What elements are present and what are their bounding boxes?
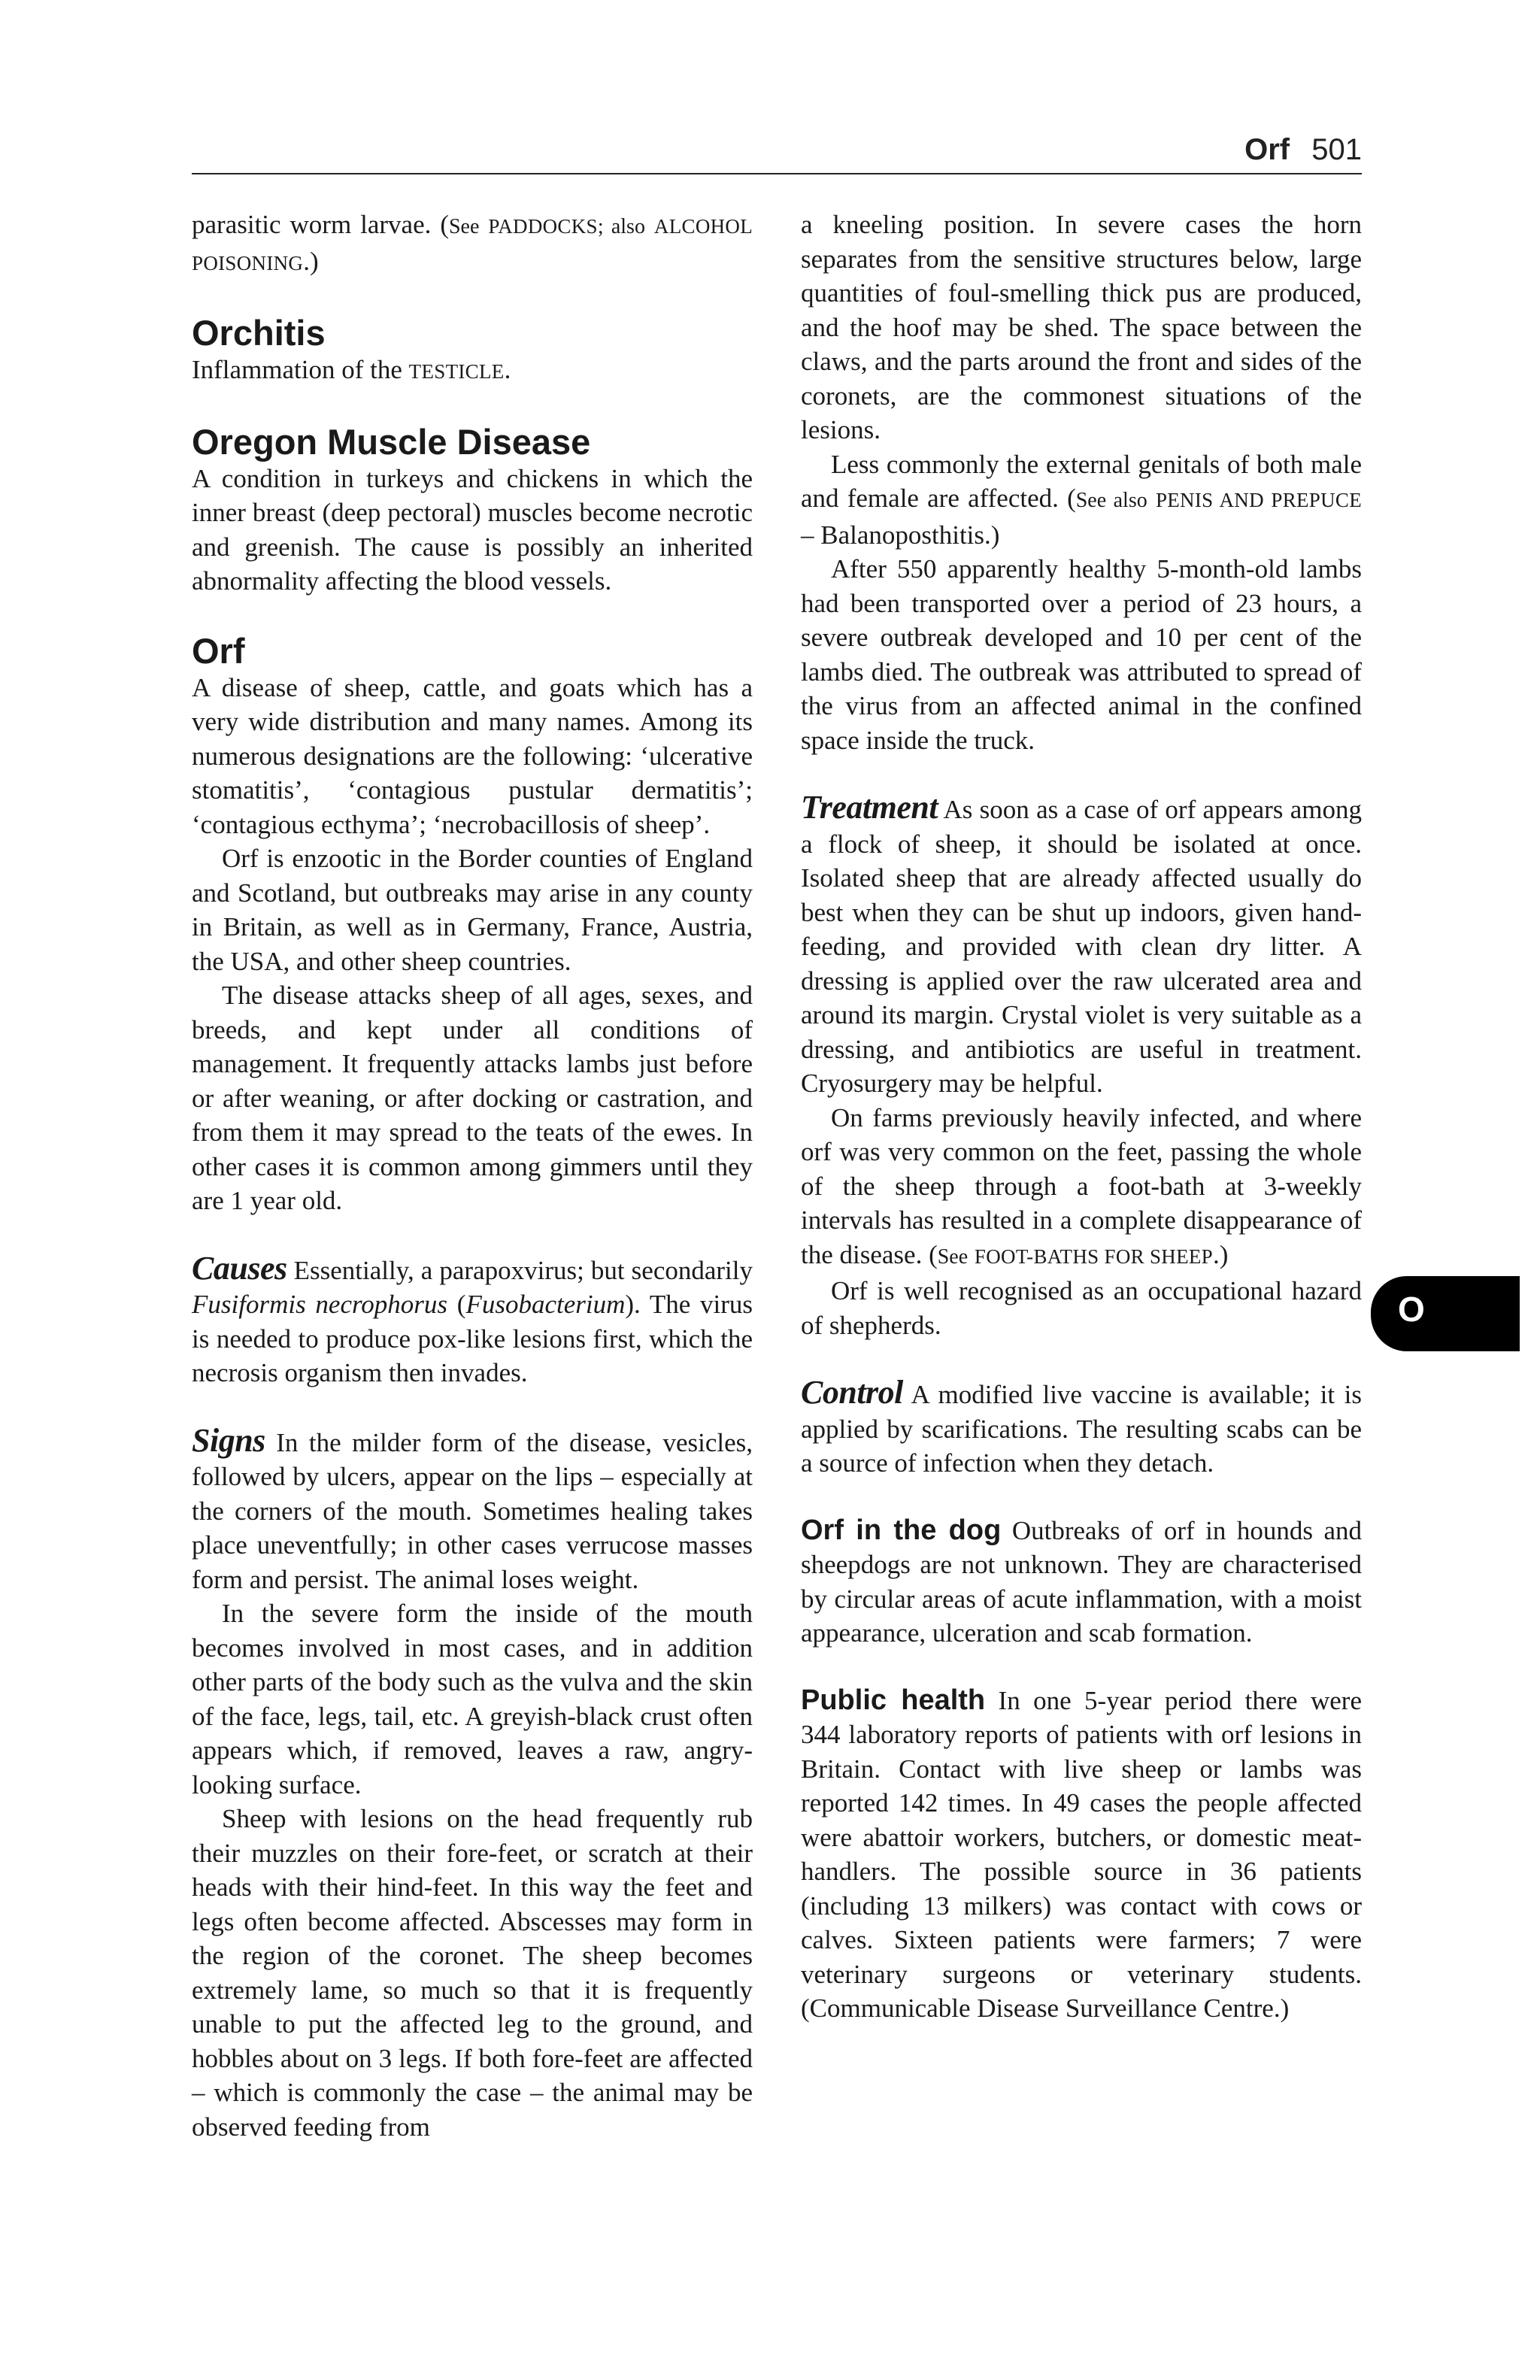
subheading-signs: Signs xyxy=(192,1421,265,1459)
treatment-paragraph xyxy=(801,1101,1362,1275)
subheading-orf-in-the-dog: Orf in the dog xyxy=(801,1514,1002,1546)
entry-title-oregon-muscle-disease: Oregon Muscle Disease xyxy=(192,421,591,462)
text-run: ( xyxy=(447,1290,466,1319)
species-name: Fusiformis necrophorus xyxy=(192,1290,448,1319)
running-head xyxy=(1244,133,1362,167)
text-run: .) xyxy=(303,246,319,276)
text-run: .) xyxy=(1213,1239,1229,1269)
page-number: 501 xyxy=(1311,133,1362,166)
continued-paragraph xyxy=(192,208,753,280)
signs-paragraph: Sheep with lesions on the head frequently rub their muzzles on their fore-feet, or scratch at their heads with their hind-feet. In this way the feet and legs often become affected. Abscesses may form in the region of the coronet. The sheep becomes extremely lame, so much so that it is frequently unable to put the affected leg to the ground, and hobbles about on 3 legs. If both fore-feet are affected – which is commonly the case – the animal may be observed feeding from xyxy=(192,1804,753,2142)
left-column xyxy=(192,208,753,2144)
orchitis-definition xyxy=(192,353,753,390)
page-header xyxy=(192,123,1362,174)
text-run: On farms previously heavily infected, and where orf was very common on the feet, passing the whole of the sheep through a foot-bath at 3-weekly intervals has resulted in a complete disappearance of the disease. ( xyxy=(801,1102,1362,1269)
subheading-causes: Causes xyxy=(192,1249,287,1287)
text-run: – Balanoposthitis.) xyxy=(801,520,1000,550)
genus-name: Fusobacterium xyxy=(465,1290,626,1319)
text-run: . xyxy=(504,355,511,384)
subheading-treatment: Treatment xyxy=(801,789,938,826)
signs-continued-paragraph: a kneeling position. In severe cases the horn separates from the sensitive structures below, large quantities of foul-smelling thick pus are produced, and the hoof may be shed. The space between the claws, and the parts around the front and sides of the coronets, are the commonest situations of the lesions. xyxy=(801,210,1362,444)
entry-title-orchitis: Orchitis xyxy=(192,313,326,353)
cross-reference-penis-and-prepuce: PENIS AND PREPUCE xyxy=(1155,489,1363,511)
text-run: Essentially, a parapoxvirus; but secondarily xyxy=(286,1255,753,1285)
treatment-paragraph xyxy=(801,790,1362,1101)
control-paragraph xyxy=(801,1375,1362,1481)
public-health-paragraph xyxy=(801,1684,1362,2026)
right-column xyxy=(801,208,1362,2026)
cross-reference-alcohol-poisoning: ALCOHOL POISONING xyxy=(192,215,753,274)
see-label: See xyxy=(448,215,480,238)
orf-paragraph: Orf is enzootic in the Border counties of England and Scotland, but outbreaks may arise in any county in Britain, as well as in Germany, France, Austria, the USA, and other sheep countries. xyxy=(192,844,753,976)
text-run: ; also xyxy=(597,215,645,238)
running-head-title: Orf xyxy=(1244,133,1290,166)
entry-title-orf: Orf xyxy=(192,630,245,671)
subheading-public-health: Public health xyxy=(801,1684,986,1716)
text-run: Inflammation of the xyxy=(192,355,402,384)
cross-reference-foot-baths-for-sheep: FOOT-BATHS FOR SHEEP xyxy=(974,1245,1214,1268)
see-label: See xyxy=(937,1245,969,1269)
orf-paragraph: The disease attacks sheep of all ages, sexes, and breeds, and kept under all conditions of management. It frequently attacks lambs just before or after weaning, or after docking or castration, and from them it may spread to the teats of the ewes. In other cases it is common among gimmers until they are 1 year old. xyxy=(192,981,753,1215)
subheading-control: Control xyxy=(801,1374,903,1411)
orf-in-dog-paragraph xyxy=(801,1514,1362,1651)
text-run: Outbreaks of orf in hounds and sheepdogs are not unknown. They are characterised by circular areas of acute inflammation, with a moist appearance, ulceration and scab formation. xyxy=(801,1515,1362,1648)
text-run: In the milder form of the disease, vesicles, followed by ulcers, appear on the lips – especially at the corners of the mouth. Sometimes healing takes place uneventfully; in other cases verrucose masses form and persist. The animal loses weight. xyxy=(192,1427,753,1594)
text-run: ). The virus is needed to produce pox-like lesions first, which the necrosis organism then invades. xyxy=(192,1290,753,1387)
thumb-index-letter: O xyxy=(1398,1290,1425,1329)
see-also-label: See also xyxy=(1075,489,1147,512)
cross-reference-paddocks: PADDOCKS xyxy=(488,215,598,238)
oregon-definition: A condition in turkeys and chickens in which the inner breast (deep pectoral) muscles become necrotic and greenish. The cause is possibly an inherited abnormality affecting the blood vessels. xyxy=(192,463,753,596)
text-run: In one 5-year period there were 344 laboratory reports of patients with orf lesions in Britain. Contact with live sheep or lambs was reported 142 times. In 49 cases the people affected were abattoir workers, butchers, or domestic meat-handlers. The possible source in 36 patients (including 13 milkers) was contact with cows or calves. Sixteen patients were farmers; 7 were veterinary surgeons or veterinary students. (Communicable Disease Surveillance Centre.) xyxy=(801,1685,1362,2023)
thumb-index-tab xyxy=(1371,1276,1520,1351)
causes-paragraph xyxy=(192,1251,753,1390)
treatment-paragraph: Orf is well recognised as an occupational hazard of shepherds. xyxy=(801,1276,1362,1340)
text-run: A modified live vaccine is available; it is applied by scarifications. The resulting scabs can be a source of infection when they detach. xyxy=(801,1380,1362,1478)
orf-paragraph: A disease of sheep, cattle, and goats which has a very wide distribution and many names. Among its numerous designations are the following: ‘ulcerative stomatitis’, ‘contagious pustular dermatitis’; ‘contagious ecthyma’; ‘necrobacillosis of sheep’. xyxy=(192,672,753,839)
text-run: As soon as a case of orf appears among a flock of sheep, it should be isolated at once. Isolated sheep that are already affected usually do best when they can be shut up indoors, given hand-feeding, and provided with clean dry litter. A dressing is applied over the raw ulcerated area and around its margin. Crystal violet is very suitable as a dressing, and antibiotics are useful in treatment. Cryosurgery may be helpful. xyxy=(801,795,1362,1098)
cross-reference-testicle: TESTICLE xyxy=(408,360,505,383)
genitals-paragraph xyxy=(801,447,1362,553)
text-run: parasitic worm larvae. ( xyxy=(192,210,449,239)
signs-paragraph xyxy=(192,1423,753,1597)
outbreak-paragraph: After 550 apparently healthy 5-month-old lambs had been transported over a period of 23 hours, a severe outbreak developed and 10 per cent of the lambs died. The outbreak was attributed to spread of the virus from an affected animal in the confined space inside the truck. xyxy=(801,554,1362,755)
text-run: Less commonly the external genitals of both male and female are affected. ( xyxy=(801,449,1362,513)
signs-paragraph: In the severe form the inside of the mouth becomes involved in most cases, and in addition other parts of the body such as the vulva and the skin of the face, legs, tail, etc. A greyish-black crust often appears which, if removed, leaves a raw, angry-looking surface. xyxy=(192,1599,753,1799)
